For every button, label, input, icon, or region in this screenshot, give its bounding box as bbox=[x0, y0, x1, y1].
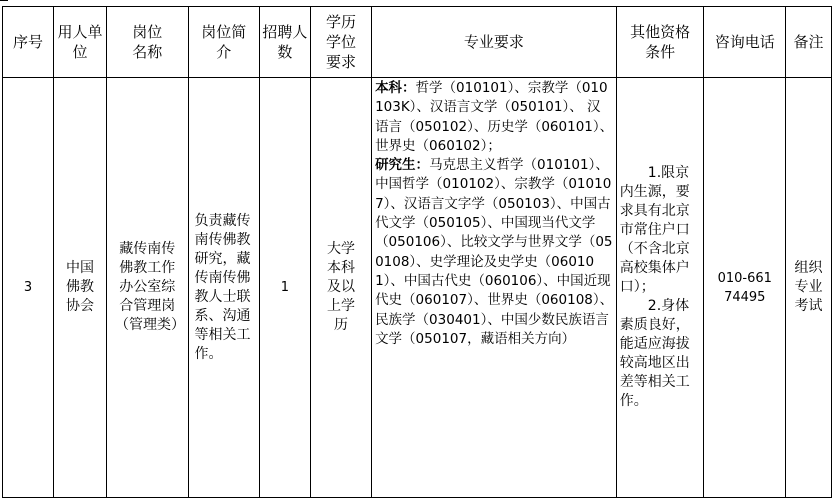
other-condition-2: 2.身体素质良好，能适应海拔较高地区出差等相关工作。 bbox=[619, 298, 690, 409]
cell-phone: 010-66174495 bbox=[704, 78, 786, 498]
cell-other bbox=[616, 78, 704, 498]
grad-majors: 马克思主义哲学（010101）、中国哲学（010102）、宗教学（010107）、汉语言文字学（050103）、中国古代文学（050105）、中国现当代文学（050106）、比较文学与世界文学（050108）、史学理论及史学史（060101）、中国古代史（060106）、中国近现代史（060107）、世界史（060108）、民族学（030401）、中国少数民族语言文学（050107，藏语相关方向） bbox=[375, 157, 614, 347]
cell-employer: 中国佛教协会 bbox=[53, 78, 106, 498]
header-other: 其他资格条件 bbox=[616, 7, 704, 78]
grad-label: 研究生： bbox=[375, 157, 430, 174]
cell-remark: 组织专业考试 bbox=[786, 78, 832, 498]
cell-position-desc: 负责藏传南传佛教研究，藏传南传佛教人士联系、沟通等相关工作。 bbox=[188, 78, 259, 498]
header-seq: 序号 bbox=[3, 7, 54, 78]
header-remark: 备注 bbox=[786, 7, 832, 78]
other-condition-1: 1.限京内生源，要求具有北京市常住户口（不含北京高校集体户口）； bbox=[619, 165, 690, 295]
cell-position-name: 藏传南传佛教工作办公室综合管理岗（管理类） bbox=[106, 78, 188, 498]
undergrad-majors: 哲学（010101）、宗教学（010103K）、汉语言文学（050101）、 汉语言（050102）、历史学（060101）、世界史（060102）； bbox=[375, 80, 614, 154]
cell-hire-count: 1 bbox=[259, 78, 310, 498]
recruitment-table bbox=[2, 6, 832, 498]
undergrad-label: 本科： bbox=[375, 80, 416, 96]
cell-degree: 大学本科及以上学历 bbox=[310, 78, 371, 498]
cell-seq: 3 bbox=[3, 78, 54, 498]
header-position-name: 岗位名称 bbox=[106, 7, 188, 78]
cell-major bbox=[372, 78, 617, 498]
header-position-desc: 岗位简介 bbox=[188, 7, 259, 78]
header-hire-count: 招聘人数 bbox=[259, 7, 310, 78]
header-major: 专业要求 bbox=[372, 7, 617, 78]
header-phone: 咨询电话 bbox=[704, 7, 786, 78]
header-degree: 学历学位要求 bbox=[310, 7, 371, 78]
header-employer: 用人单位 bbox=[53, 7, 106, 78]
table-row bbox=[3, 78, 832, 498]
header-row bbox=[3, 7, 832, 78]
